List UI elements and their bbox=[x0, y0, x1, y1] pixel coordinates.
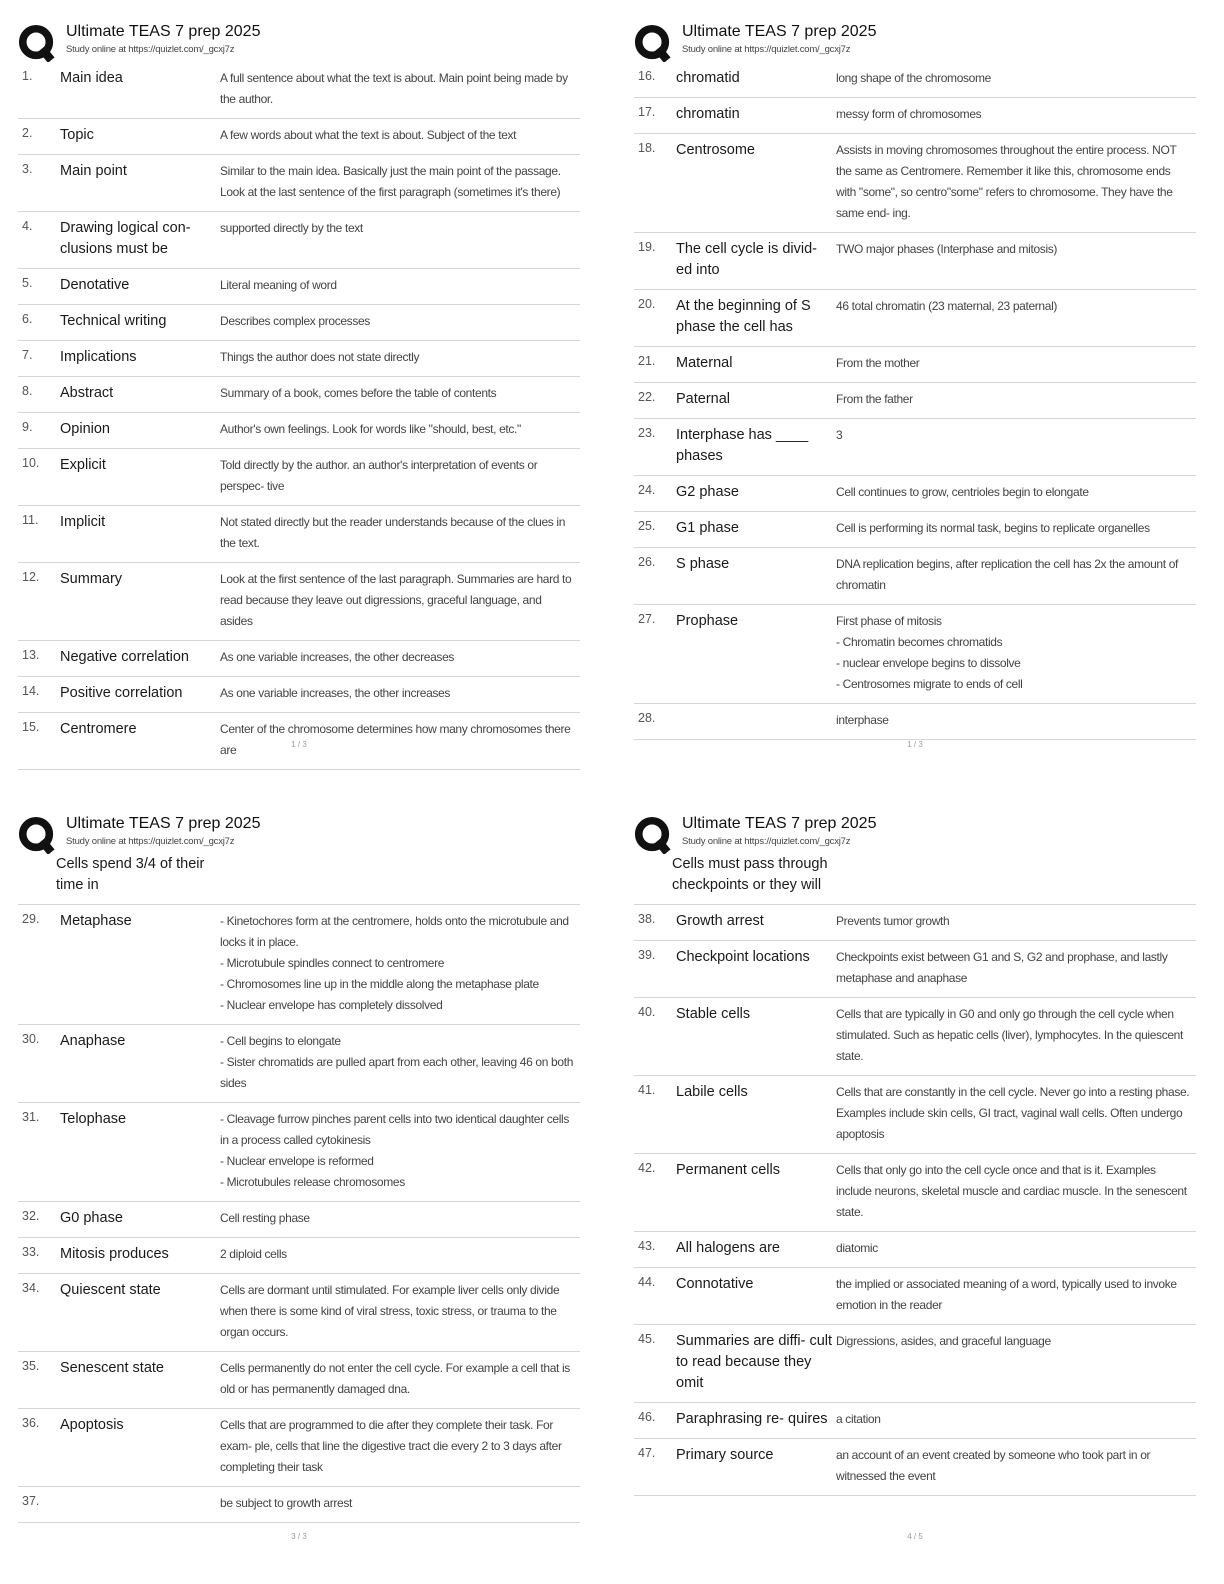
row-number: 34. bbox=[22, 1281, 40, 1295]
row-number: 22. bbox=[638, 390, 656, 404]
row-number: 26. bbox=[638, 555, 656, 569]
row-number: 11. bbox=[22, 513, 39, 527]
definition bbox=[220, 1109, 580, 1193]
flashcard-row bbox=[18, 1487, 580, 1523]
term: Senescent state bbox=[60, 1360, 164, 1376]
flashcard-row bbox=[634, 1154, 1196, 1232]
flashcard-row bbox=[634, 347, 1196, 383]
term: Interphase has ____ phases bbox=[676, 427, 809, 464]
page-3 bbox=[18, 810, 580, 1550]
term bbox=[60, 1493, 220, 1514]
term: Permanent cells bbox=[676, 1162, 780, 1178]
term: Negative correlation bbox=[60, 649, 189, 665]
row-number: 42. bbox=[638, 1161, 656, 1175]
flashcard-row bbox=[634, 62, 1196, 98]
logo bbox=[18, 24, 56, 62]
term: Summary bbox=[60, 571, 123, 587]
definition: Told directly by the author. an author's interpretation of events or perspec- tive bbox=[220, 458, 538, 493]
row-number: 37. bbox=[22, 1494, 40, 1508]
page-2 bbox=[634, 18, 1196, 758]
definition: Look at the first sentence of the last paragraph. Summaries are hard to read because they leave out digressions, graceful language, and asides bbox=[220, 572, 572, 628]
row-number: 33. bbox=[22, 1245, 40, 1259]
page-header bbox=[18, 810, 580, 854]
definition: Summary of a book, comes before the table of contents bbox=[220, 386, 497, 400]
continued-term-row bbox=[18, 854, 580, 905]
flashcard-row bbox=[18, 341, 580, 377]
row-number: 16. bbox=[638, 69, 656, 83]
page-4 bbox=[634, 810, 1196, 1550]
row-number: 38. bbox=[638, 912, 656, 926]
term: Abstract bbox=[60, 385, 114, 401]
row-number: 2. bbox=[22, 126, 33, 140]
row-number: 45. bbox=[638, 1332, 656, 1346]
row-number: 8. bbox=[22, 384, 33, 398]
row-number: 31. bbox=[22, 1110, 40, 1124]
definition: Checkpoints exist between G1 and S, G2 and prophase, and lastly metaphase and anaphase bbox=[836, 950, 1168, 985]
row-number: 18. bbox=[638, 141, 656, 155]
flashcard-row bbox=[634, 1076, 1196, 1154]
definition: Describes complex processes bbox=[220, 314, 370, 328]
term: Prophase bbox=[676, 613, 739, 629]
definition: Not stated directly but the reader understands because of the clues in the text. bbox=[220, 515, 566, 550]
definition: Similar to the main idea. Basically just the main point of the passage. Look at the last sentence of the first paragraph (sometimes it's there) bbox=[220, 164, 561, 199]
flashcard-row bbox=[634, 704, 1196, 740]
term: Opinion bbox=[60, 421, 110, 437]
term: Telophase bbox=[60, 1111, 127, 1127]
flashcard-row bbox=[18, 449, 580, 506]
definition bbox=[836, 611, 1196, 695]
quizlet-logo-icon bbox=[634, 816, 672, 854]
definition-line: - Cell begins to elongate bbox=[220, 1034, 341, 1048]
row-number: 4. bbox=[22, 219, 33, 233]
term: G2 phase bbox=[676, 484, 739, 500]
term: Paraphrasing re- quires bbox=[676, 1411, 828, 1427]
definition: From the mother bbox=[836, 356, 920, 370]
definition: Literal meaning of word bbox=[220, 278, 337, 292]
flashcard-row bbox=[634, 290, 1196, 347]
logo bbox=[18, 816, 56, 854]
definition: Cells that are programmed to die after they complete their task. For exam- ple, cells that line the digestive tract die every 2 to 3 days after completing their task bbox=[220, 1418, 562, 1474]
row-number: 5. bbox=[22, 276, 33, 290]
term: The cell cycle is divid- ed into bbox=[676, 241, 818, 278]
flashcard-row bbox=[634, 941, 1196, 998]
row-number: 36. bbox=[22, 1416, 40, 1430]
page-header bbox=[18, 18, 580, 62]
flashcard-row bbox=[18, 377, 580, 413]
flashcard-row bbox=[634, 383, 1196, 419]
row-number: 13. bbox=[22, 648, 40, 662]
flashcard-list bbox=[18, 854, 580, 1523]
row-number: 43. bbox=[638, 1239, 656, 1253]
flashcard-row bbox=[634, 905, 1196, 941]
flashcard-row bbox=[18, 1025, 580, 1103]
term: Topic bbox=[60, 127, 94, 143]
term: At the beginning of S phase the cell has bbox=[676, 298, 811, 335]
definition: Cell continues to grow, centrioles begin to elongate bbox=[836, 485, 1089, 499]
row-number: 10. bbox=[22, 456, 40, 470]
term: Cells spend 3/4 of their time in bbox=[56, 856, 205, 893]
term: Denotative bbox=[60, 277, 130, 293]
definition bbox=[220, 911, 580, 1016]
term: Primary source bbox=[676, 1447, 774, 1463]
row-number: 24. bbox=[638, 483, 656, 497]
page-number: 3 / 3 bbox=[291, 1532, 307, 1541]
row-number: 12. bbox=[22, 570, 40, 584]
row-number: 25. bbox=[638, 519, 656, 533]
flashcard-row bbox=[634, 1232, 1196, 1268]
term: Drawing logical con- clusions must be bbox=[60, 220, 191, 257]
page-number: 1 / 3 bbox=[291, 740, 307, 749]
term bbox=[676, 710, 836, 731]
definition: Cells that are typically in G0 and only go through the cell cycle when stimulated. Such as hepatic cells (liver), lymphocytes. In the quiescent state. bbox=[836, 1007, 1183, 1063]
flashcard-row bbox=[634, 998, 1196, 1076]
term: Centromere bbox=[60, 721, 137, 737]
definition: Author's own feelings. Look for words like "should, best, etc." bbox=[220, 422, 521, 436]
definition: Cells that only go into the cell cycle once and that is it. Examples include neurons, skeletal muscle and cardiac muscle. In the senescent state. bbox=[836, 1163, 1187, 1219]
definition: Digressions, asides, and graceful language bbox=[836, 1334, 1051, 1348]
row-number: 47. bbox=[638, 1446, 656, 1460]
term: Growth arrest bbox=[676, 913, 764, 929]
definition: Cell is performing its normal task, begins to replicate organelles bbox=[836, 521, 1150, 535]
term: Main point bbox=[60, 163, 127, 179]
flashcard-row bbox=[634, 1439, 1196, 1496]
definition: Assists in moving chromosomes throughout the entire process. NOT the same as Centromere. Remember it like this, chromosome ends with "some", so centro"some" refers to chromosome. They have the same end- ing. bbox=[836, 143, 1177, 220]
term: Implicit bbox=[60, 514, 106, 530]
definition bbox=[220, 1031, 580, 1094]
flashcard-row bbox=[18, 269, 580, 305]
page-number: 4 / 5 bbox=[907, 1532, 923, 1541]
definition: 46 total chromatin (23 maternal, 23 paternal) bbox=[836, 299, 1058, 313]
flashcard-row bbox=[634, 134, 1196, 233]
flashcard-row bbox=[18, 155, 580, 212]
row-number: 35. bbox=[22, 1359, 40, 1373]
logo bbox=[634, 816, 672, 854]
row-number: 19. bbox=[638, 240, 656, 254]
row-number: 40. bbox=[638, 1005, 656, 1019]
page-header bbox=[634, 18, 1196, 62]
page-title: Ultimate TEAS 7 prep 2025 bbox=[682, 815, 877, 832]
term: Main idea bbox=[60, 70, 123, 86]
continued-term-row bbox=[634, 854, 1196, 905]
row-number: 9. bbox=[22, 420, 33, 434]
definition: Center of the chromosome determines how many chromosomes there are bbox=[220, 722, 571, 757]
flashcard-row bbox=[634, 98, 1196, 134]
flashcard-row bbox=[634, 1403, 1196, 1439]
flashcard-row bbox=[634, 476, 1196, 512]
definition: diatomic bbox=[836, 1241, 878, 1255]
study-online-link[interactable]: Study online at https://quizlet.com/_gcxj7z bbox=[682, 836, 851, 847]
flashcard-row bbox=[18, 413, 580, 449]
term: Stable cells bbox=[676, 1006, 751, 1022]
definition: Things the author does not state directly bbox=[220, 350, 420, 364]
definition-line: - Chromosomes line up in the middle along the metaphase plate bbox=[220, 977, 539, 991]
definition-line: - Microtubule spindles connect to centromere bbox=[220, 956, 445, 970]
term: Connotative bbox=[676, 1276, 754, 1292]
term: Mitosis produces bbox=[60, 1246, 169, 1262]
definition: a citation bbox=[836, 1412, 881, 1426]
definition: DNA replication begins, after replication the cell has 2x the amount of chromatin bbox=[836, 557, 1179, 592]
row-number: 29. bbox=[22, 912, 40, 926]
definition: Cells permanently do not enter the cell cycle. For example a cell that is old or has permanently damaged dna. bbox=[220, 1361, 570, 1396]
term: chromatin bbox=[676, 106, 740, 122]
term: Paternal bbox=[676, 391, 731, 407]
row-number: 41. bbox=[638, 1083, 656, 1097]
term: Implications bbox=[60, 349, 137, 365]
definition: From the father bbox=[836, 392, 913, 406]
flashcard-row bbox=[634, 419, 1196, 476]
page-1 bbox=[18, 18, 580, 758]
term: S phase bbox=[676, 556, 730, 572]
definition: messy form of chromosomes bbox=[836, 107, 982, 121]
term: Apoptosis bbox=[60, 1417, 124, 1433]
definition: the implied or associated meaning of a word, typically used to invoke emotion in the reader bbox=[836, 1277, 1177, 1312]
definition-line: First phase of mitosis bbox=[836, 614, 942, 628]
term: Explicit bbox=[60, 457, 106, 473]
definition: TWO major phases (Interphase and mitosis) bbox=[836, 242, 1058, 256]
term: Technical writing bbox=[60, 313, 167, 329]
term: All halogens are bbox=[676, 1240, 780, 1256]
flashcard-row bbox=[18, 1202, 580, 1238]
row-number: 39. bbox=[638, 948, 656, 962]
term: Positive correlation bbox=[60, 685, 183, 701]
definition-line: - Centrosomes migrate to ends of cell bbox=[836, 677, 1023, 691]
quizlet-logo-icon bbox=[18, 24, 56, 62]
row-number: 1. bbox=[22, 69, 33, 83]
row-number: 32. bbox=[22, 1209, 40, 1223]
term: Centrosome bbox=[676, 142, 755, 158]
flashcard-row bbox=[18, 905, 580, 1025]
page-header bbox=[634, 810, 1196, 854]
quizlet-logo-icon bbox=[18, 816, 56, 854]
study-online-link[interactable]: Study online at https://quizlet.com/_gcxj7z bbox=[66, 44, 235, 55]
definition: As one variable increases, the other increases bbox=[220, 686, 451, 700]
definition: Cells that are constantly in the cell cycle. Never go into a resting phase. Examples include skin cells, GI tract, vaginal wall cells. Often undergo apoptosis bbox=[836, 1085, 1190, 1141]
flashcard-row bbox=[634, 1268, 1196, 1325]
row-number: 7. bbox=[22, 348, 33, 362]
flashcard-row bbox=[18, 1103, 580, 1202]
flashcard-row bbox=[18, 305, 580, 341]
flashcard-row bbox=[18, 119, 580, 155]
term: chromatid bbox=[676, 70, 740, 86]
definition: Cell resting phase bbox=[220, 1211, 310, 1225]
row-number: 21. bbox=[638, 354, 656, 368]
flashcard-row bbox=[18, 62, 580, 119]
definition: A full sentence about what the text is about. Main point being made by the author. bbox=[220, 71, 568, 106]
flashcard-row bbox=[18, 641, 580, 677]
definition: 3 bbox=[836, 428, 843, 442]
flashcard-row bbox=[634, 1325, 1196, 1403]
definition-line: - Nuclear envelope is reformed bbox=[220, 1154, 374, 1168]
term: Anaphase bbox=[60, 1033, 126, 1049]
flashcard-list bbox=[634, 62, 1196, 740]
study-online-link[interactable]: Study online at https://quizlet.com/_gcxj7z bbox=[682, 44, 851, 55]
definition: interphase bbox=[836, 713, 889, 727]
logo bbox=[634, 24, 672, 62]
definition: As one variable increases, the other decreases bbox=[220, 650, 455, 664]
term: Maternal bbox=[676, 355, 733, 371]
flashcard-row bbox=[18, 1238, 580, 1274]
row-number: 30. bbox=[22, 1032, 40, 1046]
row-number: 17. bbox=[638, 105, 656, 119]
flashcard-row bbox=[18, 1409, 580, 1487]
flashcard-row bbox=[18, 677, 580, 713]
page-title: Ultimate TEAS 7 prep 2025 bbox=[682, 23, 877, 40]
row-number: 28. bbox=[638, 711, 656, 725]
flashcard-row bbox=[634, 233, 1196, 290]
definition: an account of an event created by someone who took part in or witnessed the event bbox=[836, 1448, 1151, 1483]
flashcard-row bbox=[18, 212, 580, 269]
flashcard-row bbox=[634, 512, 1196, 548]
definition: Prevents tumor growth bbox=[836, 914, 950, 928]
flashcard-row bbox=[18, 563, 580, 641]
definition: long shape of the chromosome bbox=[836, 71, 991, 85]
flashcard-list bbox=[18, 62, 580, 770]
definition: Cells are dormant until stimulated. For example liver cells only divide when there is some kind of viral stress, toxic stress, or trauma to the organ occurs. bbox=[220, 1283, 560, 1339]
term: G1 phase bbox=[676, 520, 739, 536]
term: Metaphase bbox=[60, 913, 132, 929]
definition-line: - nuclear envelope begins to dissolve bbox=[836, 656, 1021, 670]
flashcard-row bbox=[18, 1352, 580, 1409]
term: Checkpoint locations bbox=[676, 949, 810, 965]
row-number: 15. bbox=[22, 720, 40, 734]
term: Quiescent state bbox=[60, 1282, 161, 1298]
flashcard-row bbox=[634, 605, 1196, 704]
flashcard-row bbox=[18, 1274, 580, 1352]
page-number: 1 / 3 bbox=[907, 740, 923, 749]
term: G0 phase bbox=[60, 1210, 123, 1226]
term: Cells must pass through checkpoints or they will bbox=[672, 856, 828, 893]
definition-line: - Kinetochores form at the centromere, holds onto the microtubule and locks it in place. bbox=[220, 914, 569, 949]
flashcard-row bbox=[18, 506, 580, 563]
definition: supported directly by the text bbox=[220, 221, 363, 235]
definition: be subject to growth arrest bbox=[220, 1496, 352, 1510]
definition-line: - Cleavage furrow pinches parent cells into two identical daughter cells in a process called cytokinesis bbox=[220, 1112, 569, 1147]
definition: 2 diploid cells bbox=[220, 1247, 287, 1261]
row-number: 46. bbox=[638, 1410, 656, 1424]
quizlet-logo-icon bbox=[634, 24, 672, 62]
study-online-link[interactable]: Study online at https://quizlet.com/_gcxj7z bbox=[66, 836, 235, 847]
flashcard-list bbox=[634, 854, 1196, 1496]
definition-line: - Microtubules release chromosomes bbox=[220, 1175, 405, 1189]
row-number: 23. bbox=[638, 426, 656, 440]
definition-line: - Sister chromatids are pulled apart from each other, leaving 46 on both sides bbox=[220, 1055, 574, 1090]
definition-line: - Chromatin becomes chromatids bbox=[836, 635, 1003, 649]
term: Labile cells bbox=[676, 1084, 748, 1100]
row-number: 27. bbox=[638, 612, 656, 626]
row-number: 44. bbox=[638, 1275, 656, 1289]
row-number: 6. bbox=[22, 312, 33, 326]
row-number: 14. bbox=[22, 684, 40, 698]
page-title: Ultimate TEAS 7 prep 2025 bbox=[66, 815, 261, 832]
page-title: Ultimate TEAS 7 prep 2025 bbox=[66, 23, 261, 40]
row-number: 3. bbox=[22, 162, 33, 176]
flashcard-row bbox=[634, 548, 1196, 605]
definition-line: - Nuclear envelope has completely dissolved bbox=[220, 998, 443, 1012]
term: Summaries are diffi- cult to read because they omit bbox=[676, 1333, 833, 1391]
row-number: 20. bbox=[638, 297, 656, 311]
definition: A few words about what the text is about. Subject of the text bbox=[220, 128, 517, 142]
